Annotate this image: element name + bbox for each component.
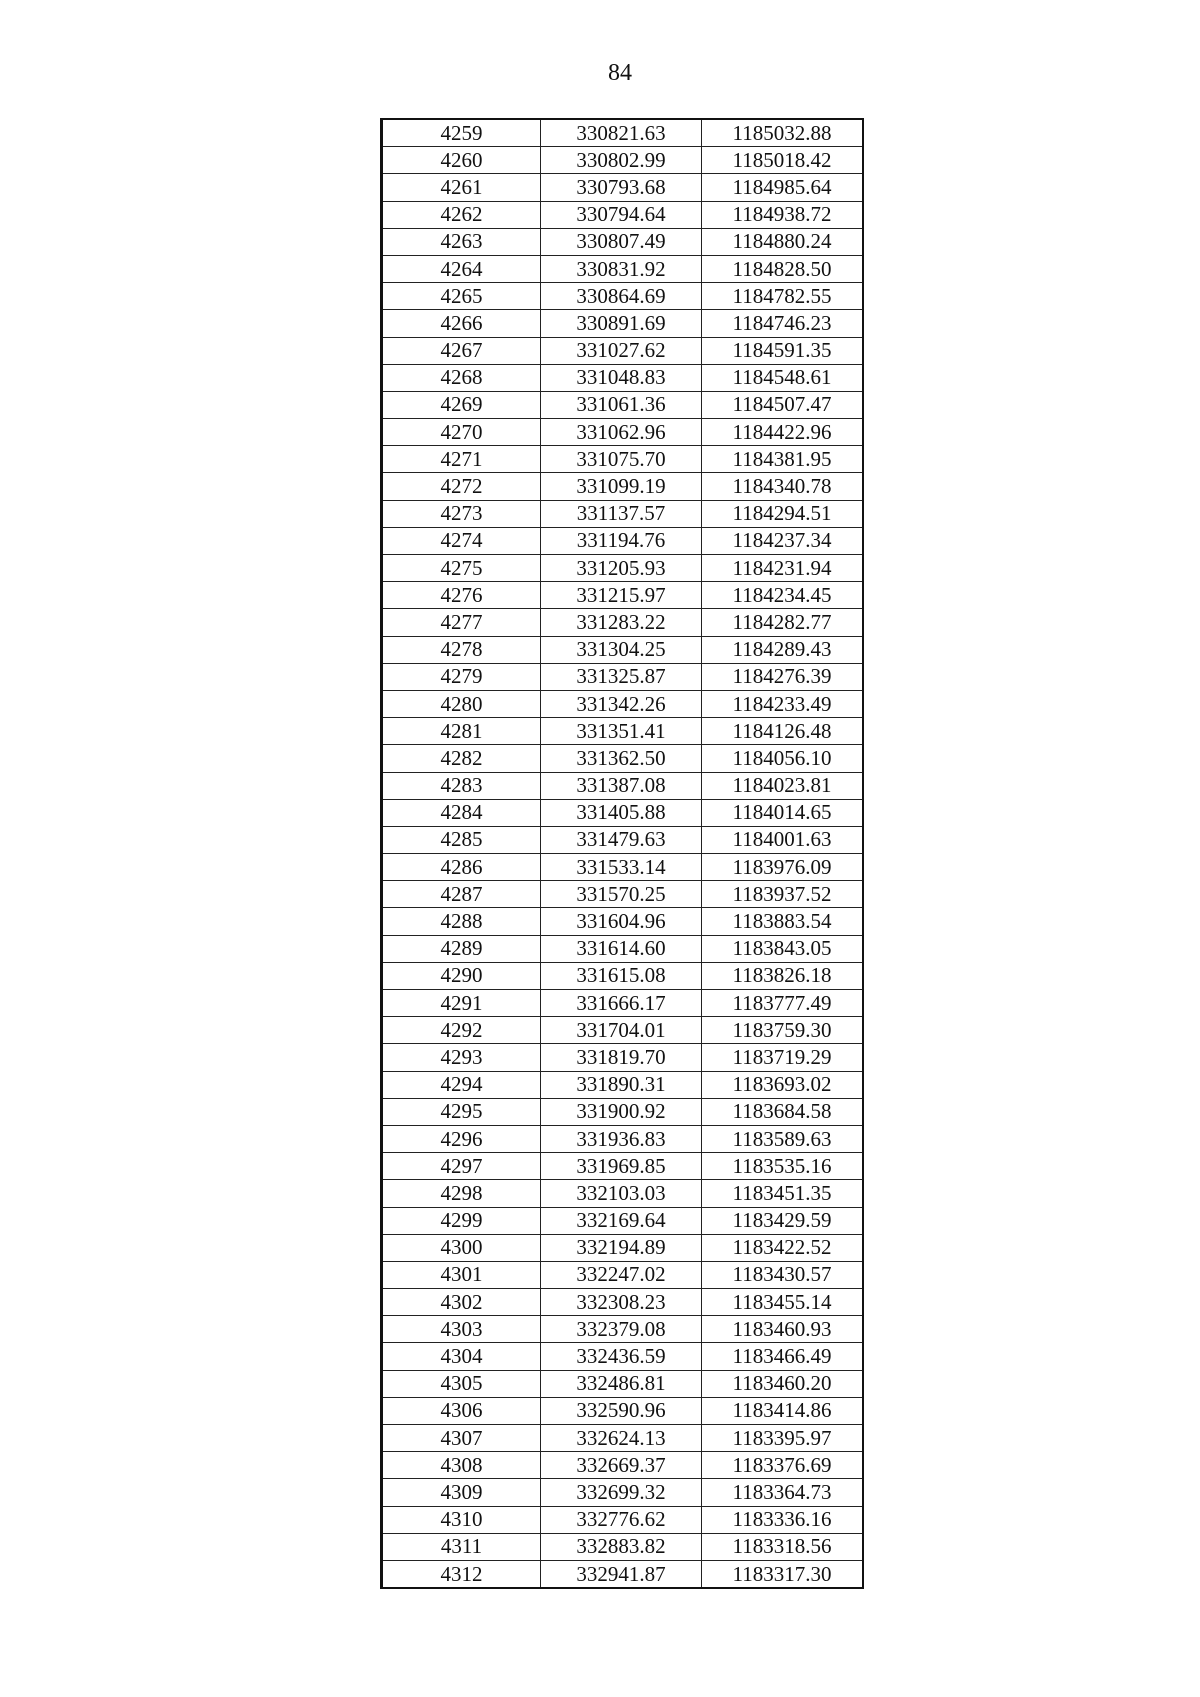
y-coordinate-cell: 1184234.45 [702,582,864,609]
page-number: 84 [608,60,632,86]
point-number-cell: 4299 [382,1207,541,1234]
point-number-cell: 4268 [382,364,541,391]
point-number-cell: 4305 [382,1370,541,1397]
point-number-cell: 4288 [382,908,541,935]
y-coordinate-cell: 1183759.30 [702,1017,864,1044]
table-row [382,908,864,935]
table-row [382,1425,864,1452]
point-number-cell: 4301 [382,1261,541,1288]
x-coordinate-cell: 331027.62 [541,337,702,364]
point-number-cell: 4262 [382,201,541,228]
y-coordinate-cell: 1184938.72 [702,201,864,228]
point-number-cell: 4260 [382,147,541,174]
point-number-cell: 4302 [382,1289,541,1316]
x-coordinate-cell: 332486.81 [541,1370,702,1397]
y-coordinate-cell: 1184828.50 [702,255,864,282]
y-coordinate-cell: 1184548.61 [702,364,864,391]
x-coordinate-cell: 330802.99 [541,147,702,174]
table-row [382,473,864,500]
point-number-cell: 4308 [382,1452,541,1479]
y-coordinate-cell: 1183719.29 [702,1044,864,1071]
point-number-cell: 4290 [382,962,541,989]
point-number-cell: 4286 [382,854,541,881]
x-coordinate-cell: 331351.41 [541,718,702,745]
x-coordinate-cell: 331342.26 [541,690,702,717]
x-coordinate-cell: 331479.63 [541,826,702,853]
x-coordinate-cell: 331387.08 [541,772,702,799]
y-coordinate-cell: 1183777.49 [702,990,864,1017]
x-coordinate-cell: 332436.59 [541,1343,702,1370]
point-number-cell: 4280 [382,690,541,717]
table-row [382,1370,864,1397]
table-row [382,1234,864,1261]
table-row [382,1506,864,1533]
table-row [382,527,864,554]
table-row [382,201,864,228]
point-number-cell: 4261 [382,174,541,201]
table-row [382,119,864,147]
y-coordinate-cell: 1183376.69 [702,1452,864,1479]
x-coordinate-cell: 331325.87 [541,663,702,690]
x-coordinate-cell: 331936.83 [541,1125,702,1152]
x-coordinate-cell: 331533.14 [541,854,702,881]
y-coordinate-cell: 1183336.16 [702,1506,864,1533]
point-number-cell: 4274 [382,527,541,554]
x-coordinate-cell: 331304.25 [541,636,702,663]
point-number-cell: 4272 [382,473,541,500]
x-coordinate-cell: 331062.96 [541,419,702,446]
x-coordinate-cell: 332247.02 [541,1261,702,1288]
table-row [382,174,864,201]
y-coordinate-cell: 1184276.39 [702,663,864,690]
table-row [382,799,864,826]
y-coordinate-cell: 1183693.02 [702,1071,864,1098]
y-coordinate-cell: 1183466.49 [702,1343,864,1370]
x-coordinate-cell: 332103.03 [541,1180,702,1207]
table-row [382,718,864,745]
point-number-cell: 4293 [382,1044,541,1071]
x-coordinate-cell: 330794.64 [541,201,702,228]
y-coordinate-cell: 1185032.88 [702,119,864,147]
table-row [382,990,864,1017]
table-row [382,1071,864,1098]
y-coordinate-cell: 1184381.95 [702,446,864,473]
table-row [382,826,864,853]
point-number-cell: 4295 [382,1098,541,1125]
x-coordinate-cell: 331604.96 [541,908,702,935]
y-coordinate-cell: 1184289.43 [702,636,864,663]
point-number-cell: 4311 [382,1533,541,1560]
y-coordinate-cell: 1183429.59 [702,1207,864,1234]
x-coordinate-cell: 331614.60 [541,935,702,962]
table-row [382,337,864,364]
y-coordinate-cell: 1183364.73 [702,1479,864,1506]
point-number-cell: 4279 [382,663,541,690]
table-row [382,310,864,337]
x-coordinate-cell: 332669.37 [541,1452,702,1479]
x-coordinate-cell: 332194.89 [541,1234,702,1261]
x-coordinate-cell: 331969.85 [541,1153,702,1180]
point-number-cell: 4259 [382,119,541,147]
x-coordinate-cell: 332308.23 [541,1289,702,1316]
point-number-cell: 4267 [382,337,541,364]
point-number-cell: 4291 [382,990,541,1017]
table-row [382,1044,864,1071]
y-coordinate-cell: 1183883.54 [702,908,864,935]
table-row [382,854,864,881]
x-coordinate-cell: 331666.17 [541,990,702,1017]
y-coordinate-cell: 1184422.96 [702,419,864,446]
y-coordinate-cell: 1183826.18 [702,962,864,989]
point-number-cell: 4277 [382,609,541,636]
y-coordinate-cell: 1183317.30 [702,1560,864,1588]
table-row [382,1316,864,1343]
y-coordinate-cell: 1184014.65 [702,799,864,826]
y-coordinate-cell: 1184591.35 [702,337,864,364]
point-number-cell: 4309 [382,1479,541,1506]
y-coordinate-cell: 1183937.52 [702,881,864,908]
point-number-cell: 4296 [382,1125,541,1152]
point-number-cell: 4298 [382,1180,541,1207]
table-row [382,881,864,908]
point-number-cell: 4283 [382,772,541,799]
x-coordinate-cell: 332883.82 [541,1533,702,1560]
point-number-cell: 4264 [382,255,541,282]
coordinates-table [380,118,864,1589]
table-row [382,147,864,174]
table-row [382,555,864,582]
point-number-cell: 4310 [382,1506,541,1533]
table-row [382,1289,864,1316]
x-coordinate-cell: 332590.96 [541,1397,702,1424]
point-number-cell: 4265 [382,283,541,310]
point-number-cell: 4270 [382,419,541,446]
x-coordinate-cell: 330864.69 [541,283,702,310]
y-coordinate-cell: 1184231.94 [702,555,864,582]
x-coordinate-cell: 331099.19 [541,473,702,500]
table-row [382,1343,864,1370]
y-coordinate-cell: 1185018.42 [702,147,864,174]
table-row [382,1452,864,1479]
y-coordinate-cell: 1184880.24 [702,228,864,255]
y-coordinate-cell: 1184782.55 [702,283,864,310]
table-row [382,1098,864,1125]
x-coordinate-cell: 331890.31 [541,1071,702,1098]
table-row [382,663,864,690]
table-row [382,636,864,663]
y-coordinate-cell: 1184282.77 [702,609,864,636]
table-row [382,962,864,989]
y-coordinate-cell: 1183460.20 [702,1370,864,1397]
point-number-cell: 4284 [382,799,541,826]
table-row [382,1397,864,1424]
table-row [382,1533,864,1560]
x-coordinate-cell: 332699.32 [541,1479,702,1506]
y-coordinate-cell: 1184001.63 [702,826,864,853]
table-row [382,1153,864,1180]
table-row [382,255,864,282]
y-coordinate-cell: 1184233.49 [702,690,864,717]
point-number-cell: 4275 [382,555,541,582]
y-coordinate-cell: 1184294.51 [702,500,864,527]
point-number-cell: 4269 [382,391,541,418]
x-coordinate-cell: 332379.08 [541,1316,702,1343]
table-row [382,935,864,962]
x-coordinate-cell: 332169.64 [541,1207,702,1234]
point-number-cell: 4303 [382,1316,541,1343]
point-number-cell: 4307 [382,1425,541,1452]
y-coordinate-cell: 1183422.52 [702,1234,864,1261]
table-body [382,119,864,1588]
point-number-cell: 4297 [382,1153,541,1180]
y-coordinate-cell: 1183451.35 [702,1180,864,1207]
table-row [382,283,864,310]
y-coordinate-cell: 1184056.10 [702,745,864,772]
point-number-cell: 4294 [382,1071,541,1098]
x-coordinate-cell: 331900.92 [541,1098,702,1125]
table-row [382,609,864,636]
point-number-cell: 4306 [382,1397,541,1424]
table-row [382,690,864,717]
table-row [382,1017,864,1044]
point-number-cell: 4287 [382,881,541,908]
point-number-cell: 4273 [382,500,541,527]
table-row [382,745,864,772]
point-number-cell: 4292 [382,1017,541,1044]
y-coordinate-cell: 1183430.57 [702,1261,864,1288]
x-coordinate-cell: 331570.25 [541,881,702,908]
table-row [382,446,864,473]
y-coordinate-cell: 1184507.47 [702,391,864,418]
point-number-cell: 4278 [382,636,541,663]
y-coordinate-cell: 1184126.48 [702,718,864,745]
y-coordinate-cell: 1183395.97 [702,1425,864,1452]
x-coordinate-cell: 331819.70 [541,1044,702,1071]
table-row [382,582,864,609]
table-row [382,391,864,418]
point-number-cell: 4285 [382,826,541,853]
x-coordinate-cell: 331704.01 [541,1017,702,1044]
table-row [382,1261,864,1288]
point-number-cell: 4300 [382,1234,541,1261]
y-coordinate-cell: 1184746.23 [702,310,864,337]
table-row [382,364,864,391]
table-row [382,1207,864,1234]
x-coordinate-cell: 330831.92 [541,255,702,282]
point-number-cell: 4312 [382,1560,541,1588]
x-coordinate-cell: 332776.62 [541,1506,702,1533]
y-coordinate-cell: 1184340.78 [702,473,864,500]
table-row [382,1125,864,1152]
x-coordinate-cell: 331194.76 [541,527,702,554]
table-row [382,772,864,799]
point-number-cell: 4304 [382,1343,541,1370]
x-coordinate-cell: 330793.68 [541,174,702,201]
y-coordinate-cell: 1184023.81 [702,772,864,799]
x-coordinate-cell: 331283.22 [541,609,702,636]
x-coordinate-cell: 331215.97 [541,582,702,609]
x-coordinate-cell: 331137.57 [541,500,702,527]
y-coordinate-cell: 1183589.63 [702,1125,864,1152]
x-coordinate-cell: 331061.36 [541,391,702,418]
y-coordinate-cell: 1183318.56 [702,1533,864,1560]
x-coordinate-cell: 332941.87 [541,1560,702,1588]
point-number-cell: 4276 [382,582,541,609]
x-coordinate-cell: 330821.63 [541,119,702,147]
x-coordinate-cell: 331075.70 [541,446,702,473]
table-row [382,1180,864,1207]
y-coordinate-cell: 1183455.14 [702,1289,864,1316]
y-coordinate-cell: 1184985.64 [702,174,864,201]
table-row [382,1479,864,1506]
point-number-cell: 4271 [382,446,541,473]
x-coordinate-cell: 331048.83 [541,364,702,391]
table-row [382,1560,864,1588]
table-row [382,419,864,446]
x-coordinate-cell: 331405.88 [541,799,702,826]
y-coordinate-cell: 1183535.16 [702,1153,864,1180]
y-coordinate-cell: 1183976.09 [702,854,864,881]
y-coordinate-cell: 1184237.34 [702,527,864,554]
point-number-cell: 4289 [382,935,541,962]
x-coordinate-cell: 330891.69 [541,310,702,337]
x-coordinate-cell: 330807.49 [541,228,702,255]
point-number-cell: 4266 [382,310,541,337]
y-coordinate-cell: 1183684.58 [702,1098,864,1125]
y-coordinate-cell: 1183460.93 [702,1316,864,1343]
point-number-cell: 4282 [382,745,541,772]
x-coordinate-cell: 331362.50 [541,745,702,772]
y-coordinate-cell: 1183414.86 [702,1397,864,1424]
x-coordinate-cell: 331205.93 [541,555,702,582]
point-number-cell: 4263 [382,228,541,255]
x-coordinate-cell: 332624.13 [541,1425,702,1452]
table-row [382,500,864,527]
y-coordinate-cell: 1183843.05 [702,935,864,962]
table-row [382,228,864,255]
x-coordinate-cell: 331615.08 [541,962,702,989]
point-number-cell: 4281 [382,718,541,745]
